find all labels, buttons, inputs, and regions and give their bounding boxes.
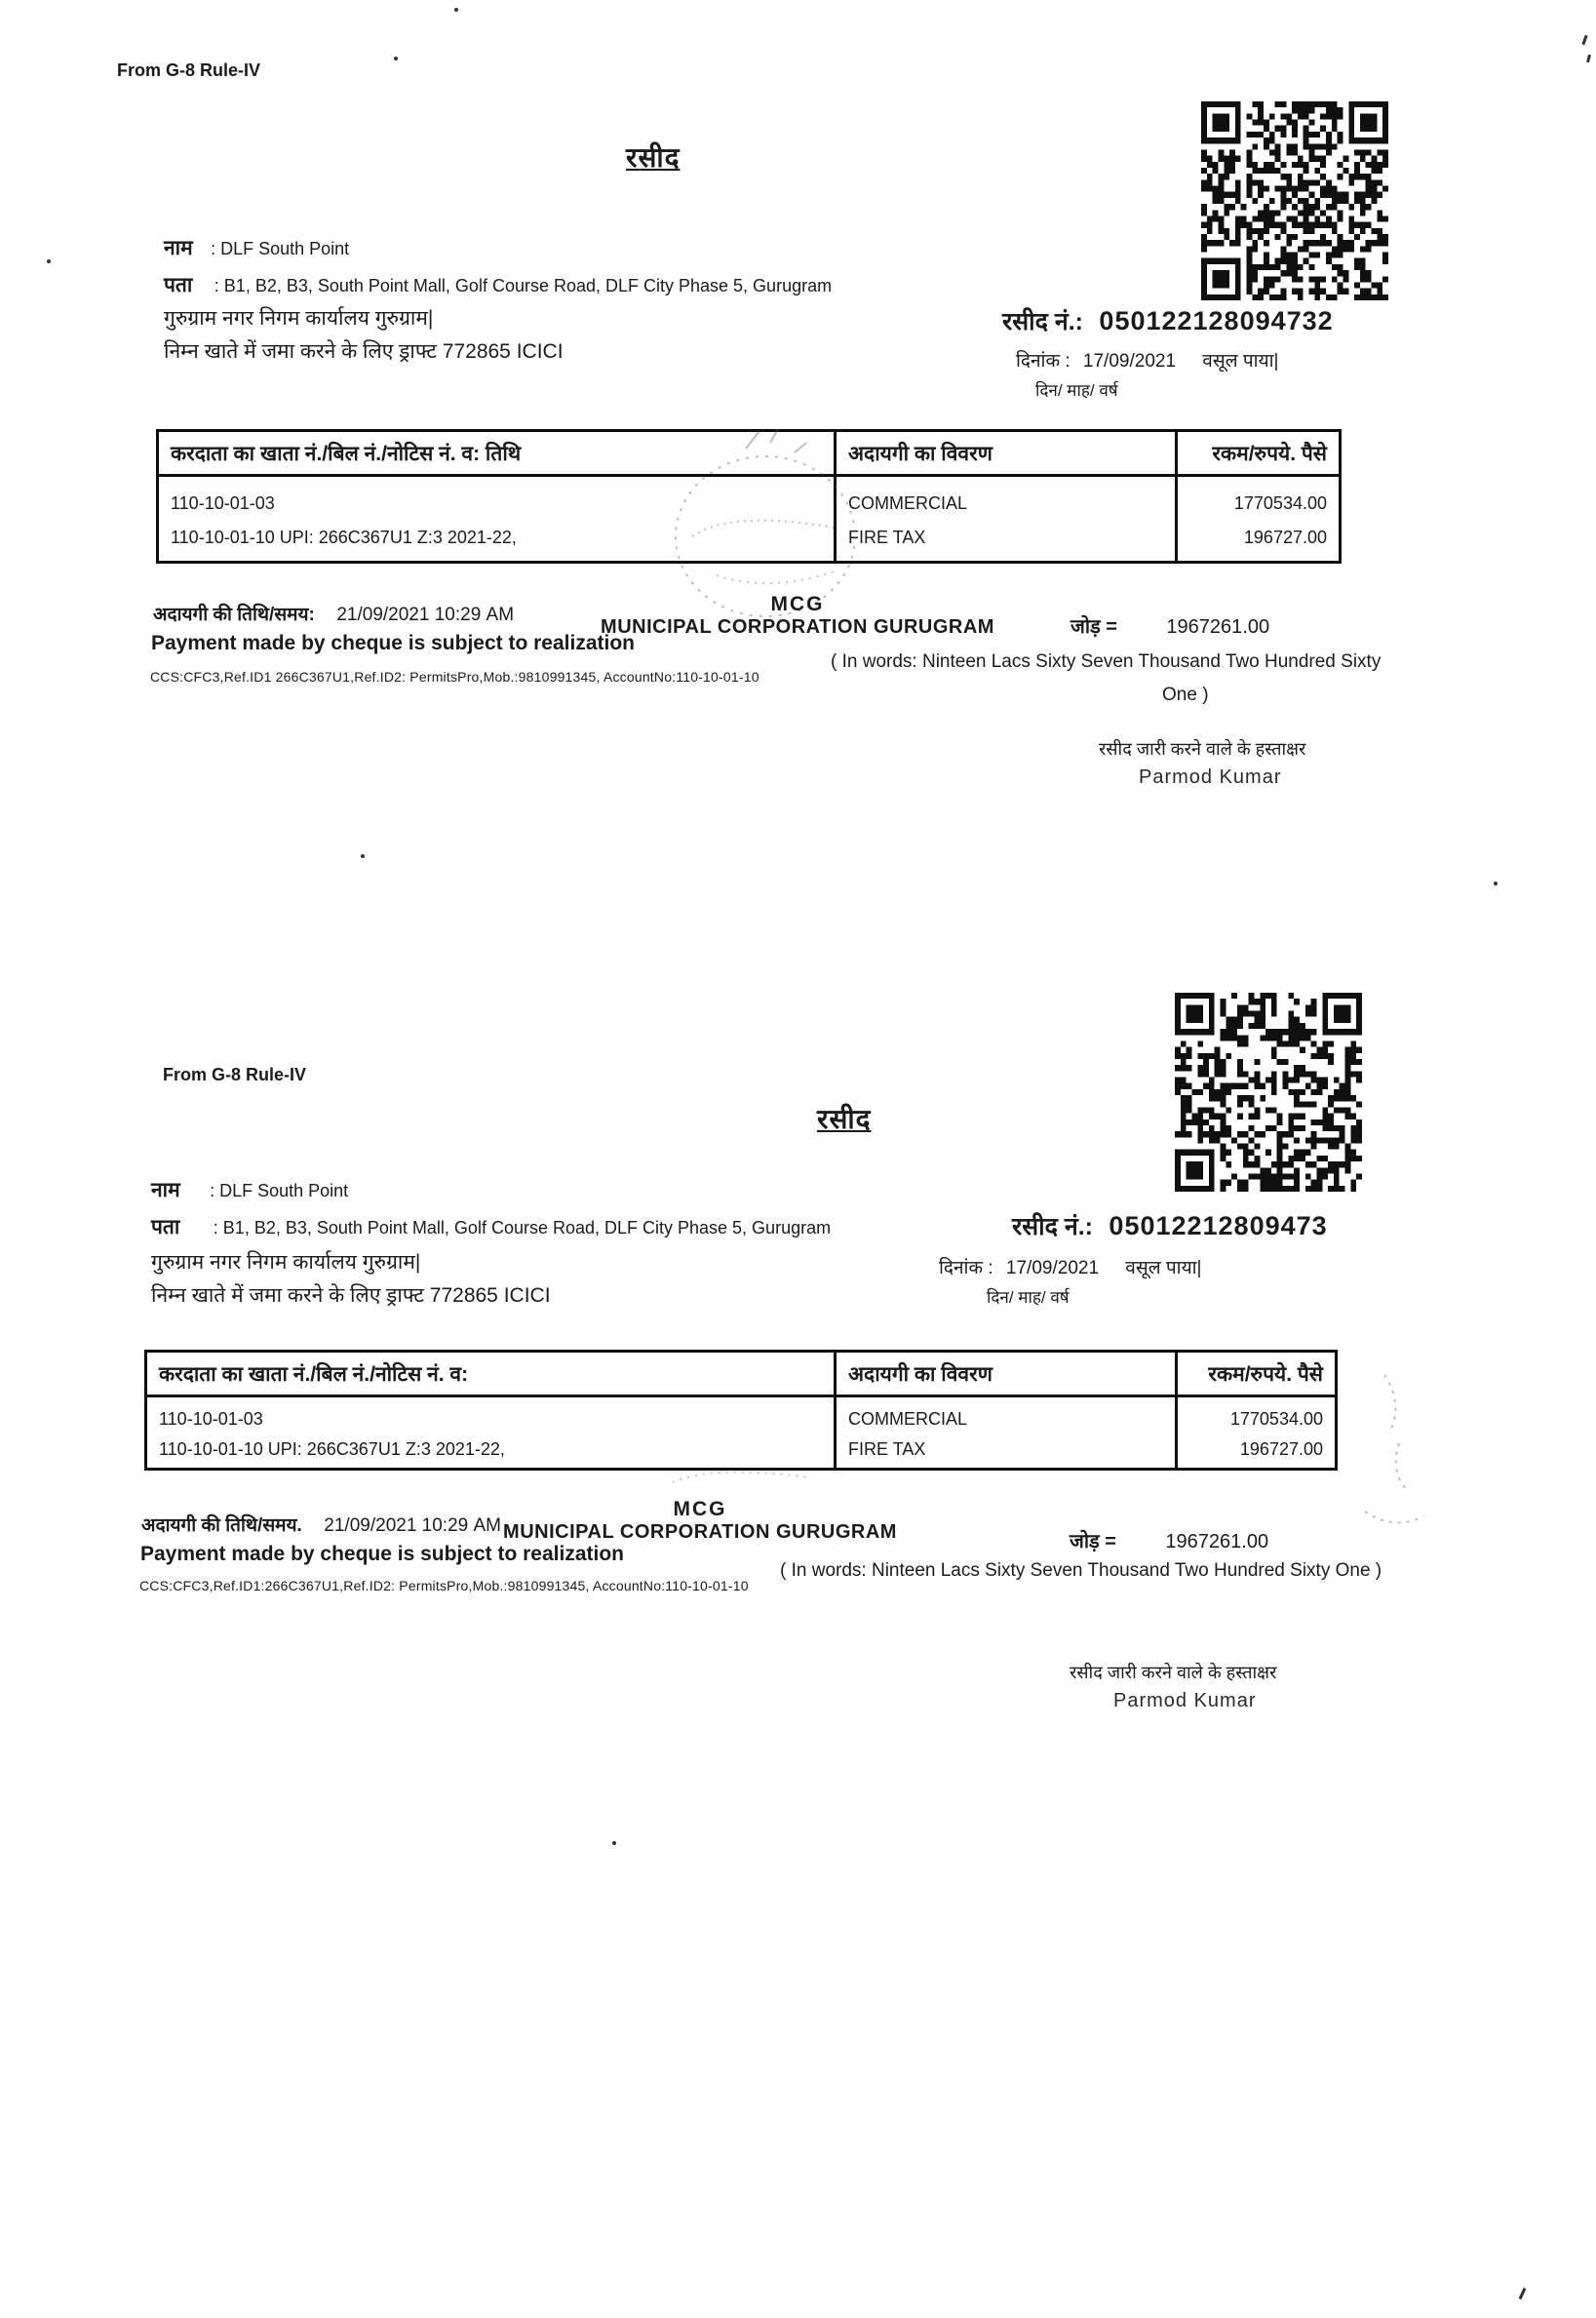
address-value: : B1, B2, B3, South Point Mall, Golf Course Road, DLF City Phase 5, Gurugram	[214, 276, 833, 295]
charge-amount: 196727.00	[1243, 528, 1327, 548]
amount-cell	[1178, 477, 1339, 561]
scan-speck	[1519, 2288, 1527, 2299]
name-label: नाम	[151, 1179, 180, 1201]
payment-time-value: 21/09/2021 10:29 AM	[324, 1515, 501, 1536]
charge-desc: FIRE TAX	[848, 528, 926, 548]
total-value: 1967261.00	[1165, 1531, 1269, 1552]
amount-in-words-cont: One )	[1162, 685, 1209, 705]
address-label: पता	[151, 1216, 180, 1238]
col-header-account: करदाता का खाता नं./बिल नं./नोटिस नं. व:	[147, 1353, 837, 1397]
payment-time-label: अदायगी की तिथि/समय:	[153, 605, 315, 625]
col-header-account: करदाता का खाता नं./बिल नं./नोटिस नं. व: तिथि	[159, 432, 837, 477]
date-format-hint: दिन/ माह/ वर्ष	[987, 1288, 1070, 1307]
address-value: : B1, B2, B3, South Point Mall, Golf Course Road, DLF City Phase 5, Gurugram	[213, 1218, 832, 1238]
org-full-name: MUNICIPAL CORPORATION GURUGRAM	[503, 1521, 897, 1543]
receipt-title: रसीद	[817, 1104, 872, 1134]
received-text: वसूल पाया|	[1125, 1258, 1202, 1278]
ink-stamp	[1345, 1355, 1462, 1551]
account-cell	[147, 1397, 837, 1468]
total-label: जोड़ =	[1070, 1531, 1116, 1552]
signature-label: रसीद जारी करने वाले के हस्ताक्षर	[1070, 1663, 1277, 1682]
payment-time-value: 21/09/2021 10:29 AM	[336, 605, 515, 625]
qr-code-icon	[1201, 101, 1388, 300]
scan-speck	[1494, 882, 1498, 885]
col-header-description: अदायगी का विवरण	[837, 1353, 1178, 1397]
receipt-no-label: रसीद नं.:	[1012, 1213, 1093, 1240]
account-cell	[159, 477, 837, 561]
name-value: : DLF South Point	[210, 1181, 349, 1200]
date-label: दिनांक :	[1016, 351, 1070, 372]
total-label: जोड़ =	[1070, 616, 1117, 638]
amount-cell	[1178, 1397, 1335, 1468]
receipt-title: रसीद	[626, 142, 681, 173]
amount-in-words: ( In words: Ninteen Lacs Sixty Seven Thousand Two Hundred Sixty One )	[780, 1560, 1382, 1581]
deposit-line: निम्न खाते में जमा करने के लिए ड्राफ्ट 772865 ICICI	[164, 340, 564, 363]
cheque-note: Payment made by cheque is subject to realization	[151, 632, 635, 654]
org-block	[503, 1498, 897, 1544]
receipt-no-value: 05012212809473	[1109, 1211, 1328, 1240]
charge-desc: COMMERCIAL	[848, 492, 968, 513]
charge-desc: FIRE TAX	[848, 1439, 926, 1459]
received-text: वसूल पाया|	[1202, 351, 1279, 372]
reference-line: CCS:CFC3,Ref.ID1:266C367U1,Ref.ID2: PermitsPro,Mob.:9810991345, AccountNo:110-10-01-10	[139, 1578, 749, 1593]
office-line: गुरुग्राम नगर निगम कार्यालय गुरुग्राम|	[164, 307, 434, 330]
amount-in-words: ( In words: Ninteen Lacs Sixty Seven Thousand Two Hundred Sixty	[831, 651, 1382, 672]
scan-speck	[612, 1841, 616, 1845]
scan-speck	[47, 259, 51, 263]
date-label: दिनांक :	[939, 1258, 993, 1278]
scan-speck	[1586, 55, 1591, 63]
receipt-no-value: 050122128094732	[1099, 306, 1334, 335]
name-label: नाम	[164, 237, 193, 259]
date-value: 17/09/2021	[1005, 1258, 1100, 1278]
scan-speck	[1581, 35, 1587, 45]
reference-line: CCS:CFC3,Ref.ID1 266C367U1,Ref.ID2: PermitsPro,Mob.:9810991345, AccountNo:110-10-01-10	[150, 669, 759, 685]
org-short-name: MCG	[770, 593, 825, 615]
charge-amount: 1770534.00	[1233, 492, 1327, 513]
date-value: 17/09/2021	[1082, 351, 1177, 372]
payment-time-label: अदायगी की तिथि/समय.	[141, 1515, 302, 1536]
charge-amount: 196727.00	[1239, 1439, 1323, 1459]
receipt-no-label: रसीद नं.:	[1002, 308, 1083, 335]
account-line: 110-10-01-03	[159, 1409, 263, 1429]
form-rule-label: From G-8 Rule-IV	[163, 1065, 307, 1084]
description-cell	[837, 477, 1178, 561]
signatory-name: Parmod Kumar	[1139, 766, 1282, 788]
office-line: गुरुग्राम नगर निगम कार्यालय गुरुग्राम|	[151, 1251, 421, 1274]
charges-table	[144, 1350, 1338, 1471]
signatory-name: Parmod Kumar	[1113, 1690, 1257, 1711]
signature-label: रसीद जारी करने वाले के हस्ताक्षर	[1099, 739, 1306, 759]
account-line: 110-10-01-03	[171, 492, 275, 513]
account-line: 110-10-01-10 UPI: 266C367U1 Z:3 2021-22,	[171, 528, 517, 548]
charge-desc: COMMERCIAL	[848, 1409, 968, 1429]
scan-speck	[454, 8, 458, 12]
qr-code-icon	[1175, 993, 1362, 1192]
charge-amount: 1770534.00	[1229, 1409, 1323, 1429]
name-value: : DLF South Point	[211, 239, 350, 258]
form-rule-label: From G-8 Rule-IV	[117, 60, 261, 80]
col-header-amount: रकम/रुपये. पैसे	[1178, 1353, 1335, 1397]
scan-speck	[394, 57, 398, 60]
charges-table	[156, 429, 1342, 564]
org-short-name: MCG	[673, 1498, 727, 1520]
date-format-hint: दिन/ माह/ वर्ष	[1035, 381, 1118, 400]
description-cell	[837, 1397, 1178, 1468]
account-line: 110-10-01-10 UPI: 266C367U1 Z:3 2021-22,	[159, 1439, 505, 1459]
col-header-description: अदायगी का विवरण	[837, 432, 1178, 477]
deposit-line: निम्न खाते में जमा करने के लिए ड्राफ्ट 772865 ICICI	[151, 1284, 551, 1307]
col-header-amount: रकम/रुपये. पैसे	[1178, 432, 1339, 477]
org-block	[601, 593, 994, 639]
address-label: पता	[164, 274, 193, 296]
cheque-note: Payment made by cheque is subject to realization	[140, 1543, 624, 1565]
scan-speck	[361, 854, 365, 858]
org-full-name: MUNICIPAL CORPORATION GURUGRAM	[601, 616, 994, 638]
total-value: 1967261.00	[1166, 616, 1270, 638]
